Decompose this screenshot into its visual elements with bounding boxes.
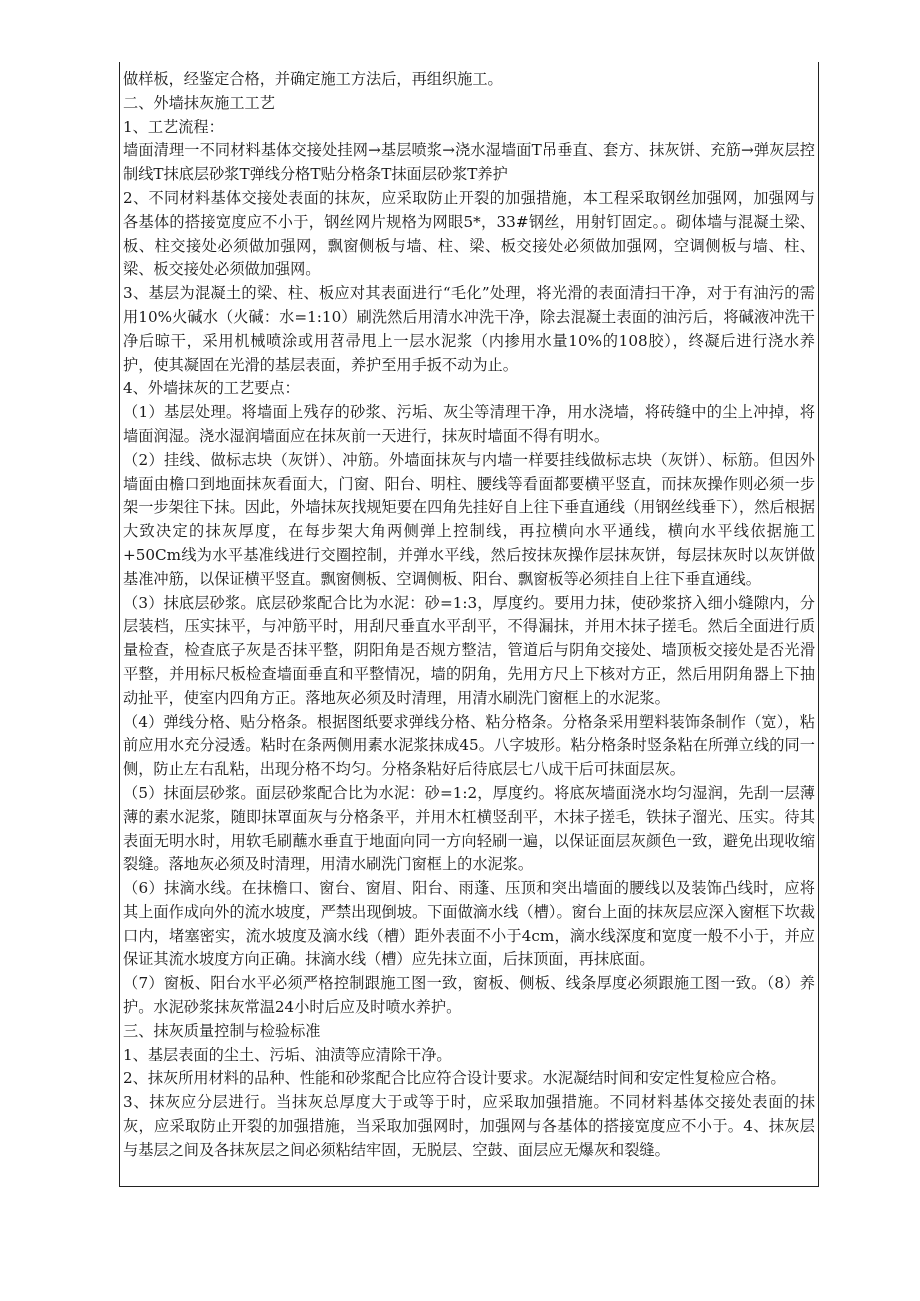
paragraph-standard-3-4: 3、抹灰应分层进行。当抹灰总厚度大于或等于时，应采取加强措施。不同材料基体交接处表面的抹灰，应采取防止开裂的加强措施，当采取加强网时，加强网与各基体的搭接宽度应不小于。4、抹灰层与基层之间及各抹灰层之间必须粘结牢固，无脱层、空鼓、面层应无爆灰和裂缝。 <box>123 1093 815 1159</box>
section-heading-3: 三、抹灰质量控制与检验标准 <box>123 1021 321 1040</box>
paragraph-point-3: （3）抹底层砂浆。底层砂浆配合比为水泥：砂=1:3，厚度约。要用力抹，使砂浆挤入细小缝隙内，分层装档，压实抹平，与冲筋平时，用刮尺垂直水平刮平，不得漏抹，并用木抹子搓毛。然后全面进行质量检查，检查底子灰是否抹平整，阴阳角是否规方整洁，管道后与阴角交接处、墙顶板交接处是否光滑平整，并用标尺板检查墙面垂直和平整情况，墙的阴角，先用方尺上下核对方正，然后用阴角器上下抽动扯平，使室内四角方正。落地灰必须及时清理，用清水刷洗门窗框上的水泥浆。 <box>123 593 815 707</box>
subheading-process: 1、工艺流程： <box>123 117 224 136</box>
document-body <box>123 68 815 1163</box>
paragraph-point-5: （5）抹面层砂浆。面层砂浆配合比为水泥：砂=1:2，厚度约。将底灰墙面浇水均匀湿润，先刮一层薄薄的素水泥浆，随即抹罩面灰与分格条平，并用木杠横竖刮平，木抹子搓毛，铁抹子溜光、压实。待其表面无明水时，用软毛刷蘸水垂直于地面向同一方向轻刷一遍，以保证面层灰颜色一致，避免出现收缩裂缝。落地灰必须及时清理，用清水刷洗门窗框上的水泥浆。 <box>123 783 815 874</box>
paragraph-intro: 做样板，经鉴定合格，并确定施工方法后，再组织施工。 <box>123 70 503 88</box>
paragraph-point-6: （6）抹滴水线。在抹檐口、窗台、窗眉、阳台、雨蓬、压顶和突出墙面的腰线以及装饰凸线时，应将其上面作成向外的流水坡度，严禁出现倒坡。下面做滴水线（槽）。窗台上面的抹灰层应深入窗框下坎裁口内，堵塞密实，流水坡度及滴水线（槽）距外表面不小于4cm，滴水线深度和宽度一般不小于，并应保证其流水坡度方向正确。抹滴水线（槽）应先抹立面，后抹顶面，再抹底面。 <box>123 879 815 969</box>
paragraph-item-3: 3、基层为混凝土的梁、柱、板应对其表面进行“毛化”处理，将光滑的表面清扫干净，对于有油污的需用10%火碱水（火碱：水=1:10）刷洗然后用清水冲洗干净，除去混凝土表面的油污后，将碱液冲洗干净后晾干，采用机械喷涂或用苕帚甩上一层水泥浆（内掺用水量10%的108胶），终凝后进行浇水养护，使其凝固在光滑的基层表面，养护至用手扳不动为止。 <box>123 284 815 374</box>
paragraph-point-4: （4）弹线分格、贴分格条。根据图纸要求弹线分格、粘分格条。分格条采用塑料装饰条制作（宽），粘前应用水充分浸透。粘时在条两侧用素水泥浆抹成45。八字坡形。粘分格条时竖条粘在所弹立线的同一侧，防止左右乱粘，出现分格不均匀。分格条粘好后待底层七八成干后可抹面层灰。 <box>123 712 815 779</box>
paragraph-point-7-8: （7）窗板、阳台水平必须严格控制跟施工图一致，窗板、侧板、线条厚度必须跟施工图一致。（8）养护。水泥砂浆抹灰常温24小时后应及时喷水养护。 <box>123 974 815 1017</box>
paragraph-point-1: （1）基层处理。将墙面上残存的砂浆、污垢、灰尘等清理干净，用水浇墙，将砖缝中的尘上冲掉，将墙面润湿。浇水湿润墙面应在抹灰前一天进行，抹灰时墙面不得有明水。 <box>123 403 815 445</box>
paragraph-point-2: （2）挂线、做标志块（灰饼）、冲筋。外墙面抹灰与内墙一样要挂线做标志块（灰饼）、标筋。但因外墙面由檐口到地面抹灰看面大，门窗、阳台、明柱、腰线等看面都要横平竖直，而抹灰操作则必须一步架一步架往下抹。因此，外墙抹灰找规矩要在四角先挂好自上往下垂直通线（用钢丝线垂下），然后根据大致决定的抹灰厚度，在每步架大角两侧弹上控制线，再拉横向水平通线，横向水平线依据施工+50Cm线为水平基准线进行交圈控制，并弹水平线，然后按抹灰操作层抹灰饼，每层抹灰时以灰饼做基准冲筋，以保证横平竖直。飘窗侧板、空调侧板、阳台、飘窗板等必须挂自上往下垂直通线。 <box>123 450 815 588</box>
paragraph-item-2: 2、不同材料基体交接处表面的抹灰，应采取防止开裂的加强措施，本工程采取钢丝加强网，加强网与各基体的搭接宽度应不小于，钢丝网片规格为网眼5*，33#钢丝，用射钉固定。。砌体墙与混凝土梁、板、柱交接处必须做加强网，飘窗侧板与墙、柱、梁、板交接处必须做加强网，空调侧板与墙、柱、梁、板交接处必须做加强网。 <box>123 188 815 279</box>
subheading-key-points: 4、外墙抹灰的工艺要点： <box>123 379 300 398</box>
paragraph-process-flow: 墙面清理一不同材料基体交接处挂网→基层喷浆→浇水湿墙面T吊垂直、套方、抹灰饼、充筋→弹灰层控制线T抹底层砂浆T弹线分格T贴分格条T抹面层砂浆T养护 <box>123 141 815 184</box>
section-heading-2: 二、外墙抹灰施工工艺 <box>123 93 275 112</box>
paragraph-standard-1: 1、基层表面的尘土、污垢、油渍等应清除干净。 <box>123 1045 452 1064</box>
paragraph-standard-2: 2、抹灰所用材料的品种、性能和砂浆配合比应符合设计要求。水泥凝结时间和安定性复检应合格。 <box>123 1069 786 1088</box>
